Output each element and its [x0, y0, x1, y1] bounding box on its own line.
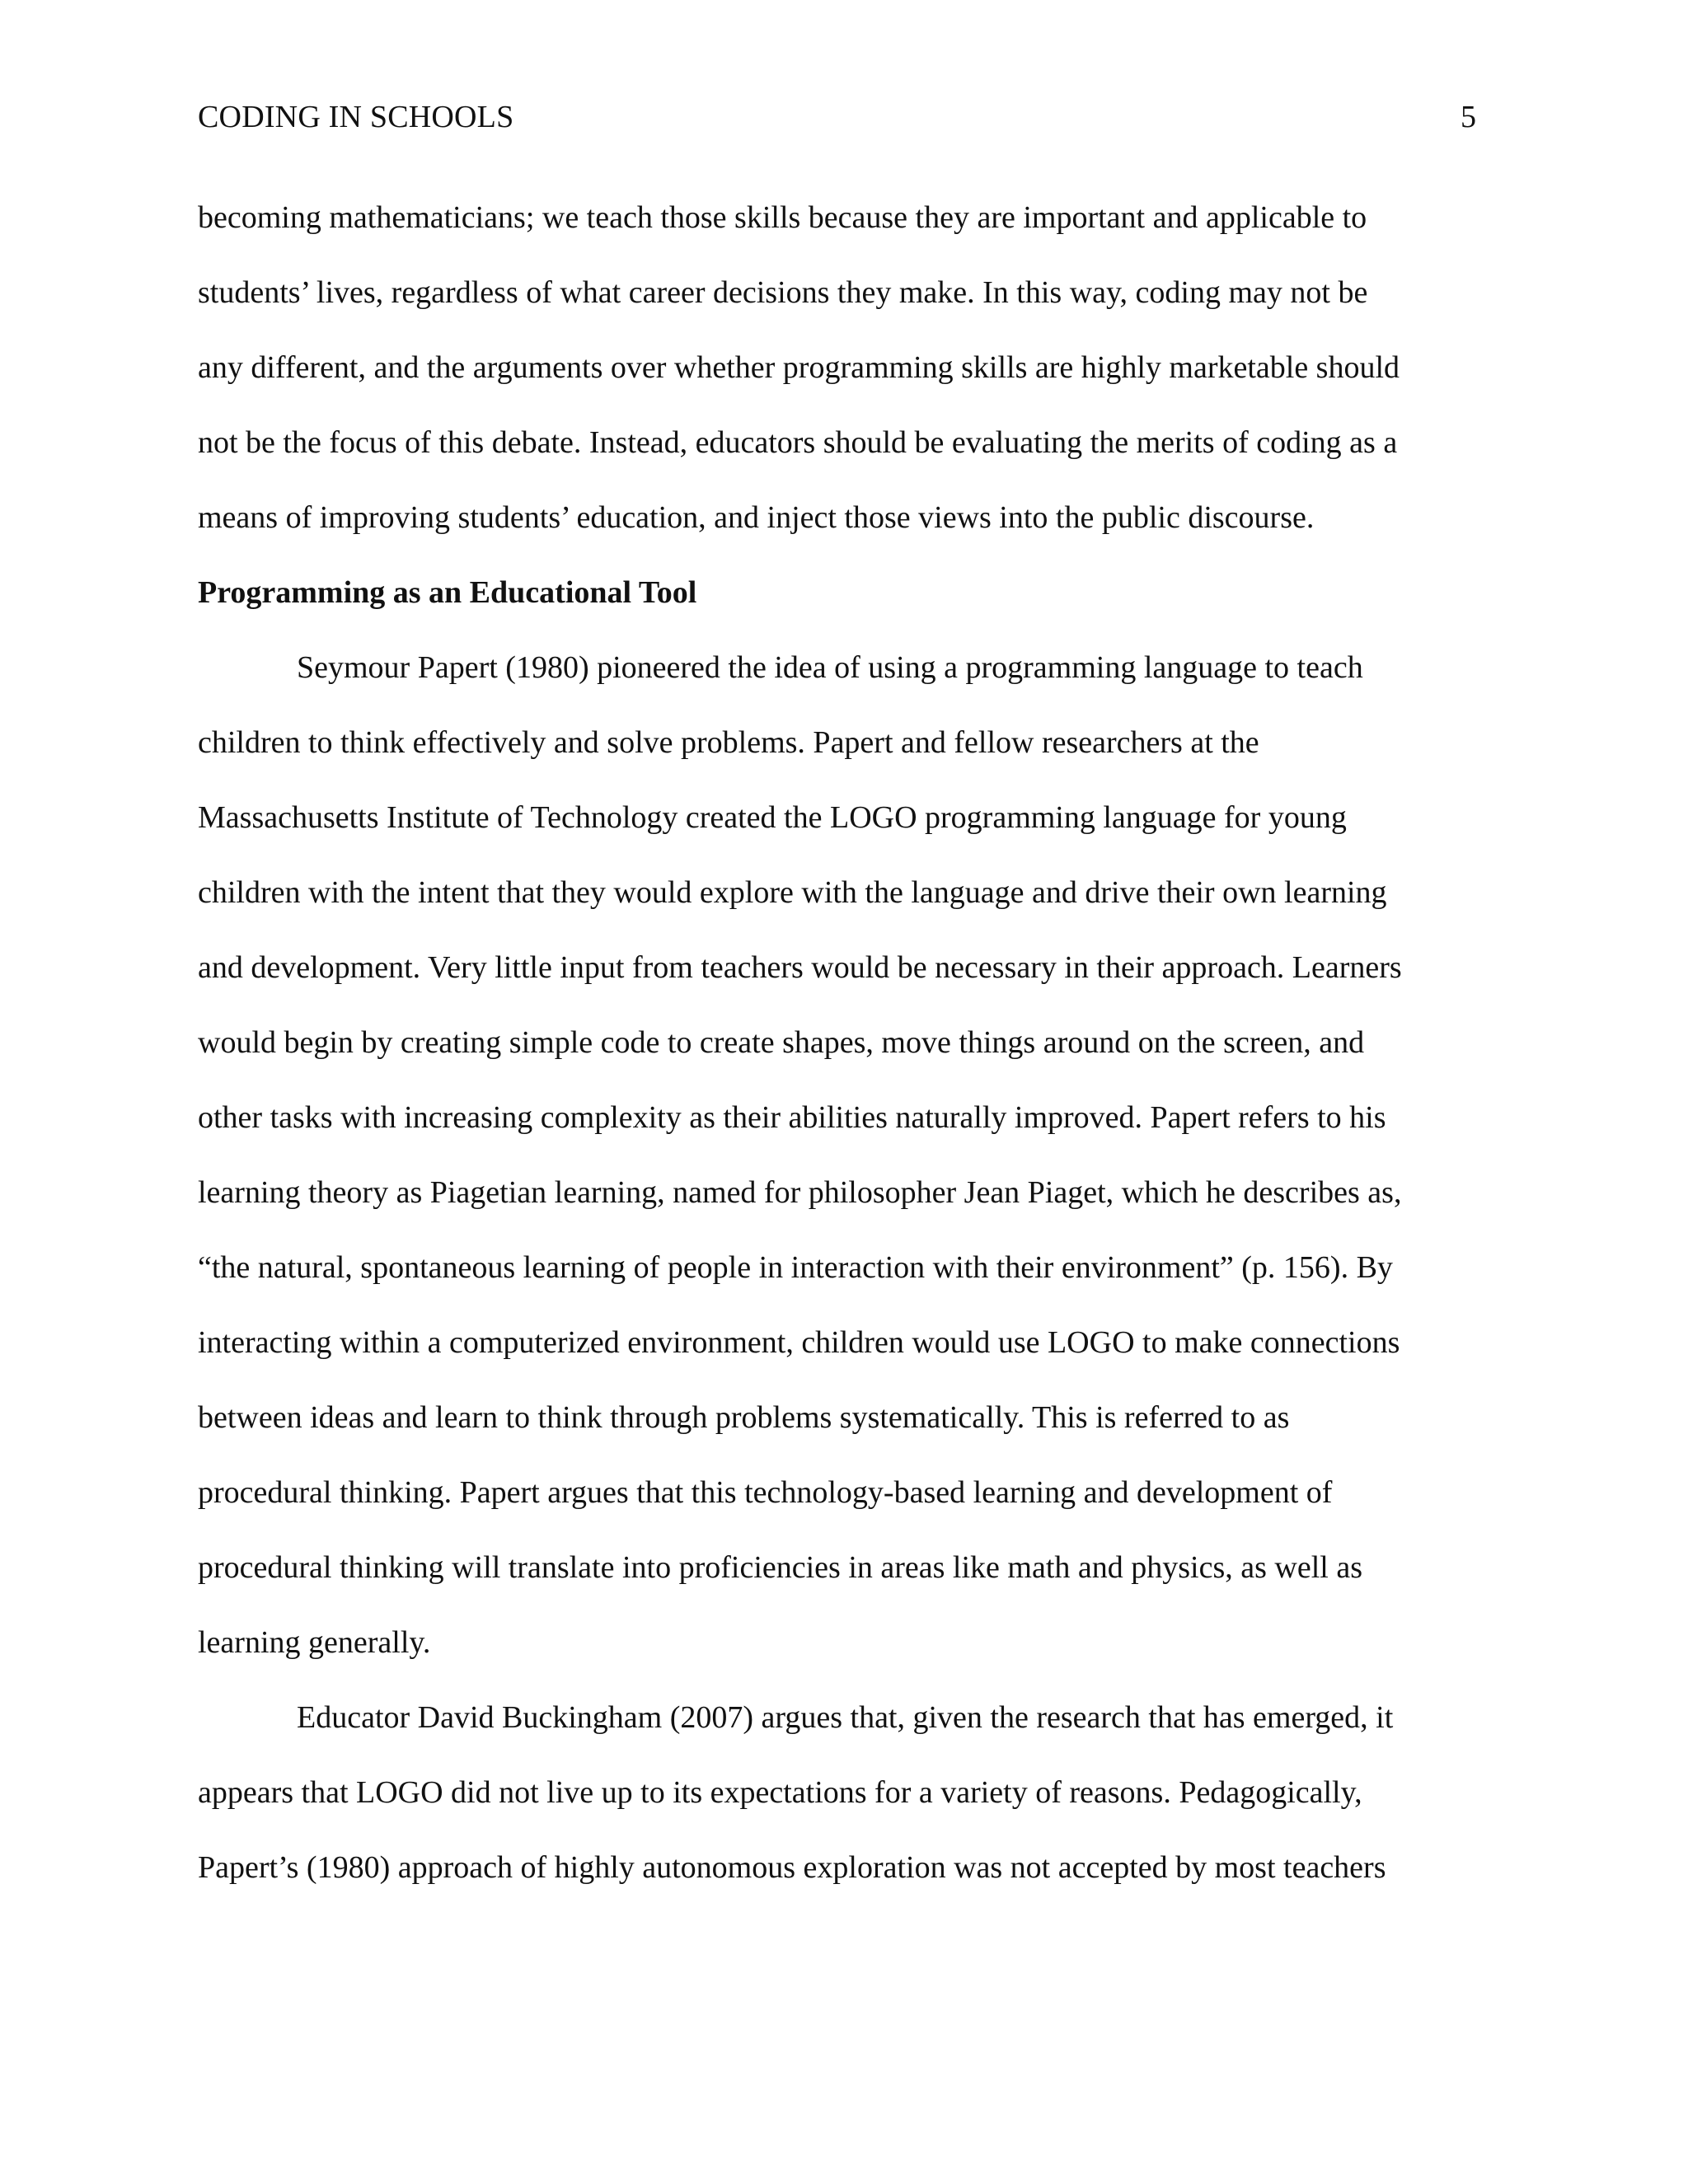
body-text-line: Papert’s (1980) approach of highly autonomous exploration was not accepted by most teachers — [198, 1850, 1386, 1885]
body-text-line: Educator David Buckingham (2007) argues that, given the research that has emerged, it — [297, 1700, 1394, 1735]
body-text-line: other tasks with increasing complexity as their abilities naturally improved. Papert refers to his — [198, 1100, 1386, 1135]
body-text-line: between ideas and learn to think through problems systematically. This is referred to as — [198, 1400, 1290, 1435]
body-text-line: means of improving students’ education, and inject those views into the public discourse. — [198, 500, 1315, 535]
body-text-line: “the natural, spontaneous learning of people in interaction with their environment” (p. 156). By — [198, 1250, 1393, 1285]
section-heading: Programming as an Educational Tool — [198, 575, 697, 610]
body-text-line: becoming mathematicians; we teach those skills because they are important and applicable to — [198, 200, 1367, 235]
body-text-line: learning generally. — [198, 1625, 431, 1660]
body-text-line: any different, and the arguments over whether programming skills are highly marketable should — [198, 350, 1400, 385]
page-number: 5 — [1461, 100, 1476, 134]
body-text-line: students’ lives, regardless of what career decisions they make. In this way, coding may not be — [198, 275, 1368, 310]
body-text-line: children with the intent that they would explore with the language and drive their own learning — [198, 875, 1387, 910]
running-head: CODING IN SCHOOLS — [198, 100, 514, 134]
body-text-line: would begin by creating simple code to create shapes, move things around on the screen, and — [198, 1025, 1365, 1060]
body-text-line: interacting within a computerized environment, children would use LOGO to make connections — [198, 1325, 1400, 1360]
body-text-line: learning theory as Piagetian learning, named for philosopher Jean Piaget, which he describes as, — [198, 1175, 1402, 1210]
body-text-line: appears that LOGO did not live up to its expectations for a variety of reasons. Pedagogically, — [198, 1775, 1362, 1810]
body-text-line: not be the focus of this debate. Instead, educators should be evaluating the merits of coding as a — [198, 425, 1398, 460]
body-text-line: Seymour Papert (1980) pioneered the idea of using a programming language to teach — [297, 650, 1363, 685]
body-text-line: procedural thinking will translate into proficiencies in areas like math and physics, as well as — [198, 1550, 1362, 1585]
body-text-line: procedural thinking. Papert argues that this technology-based learning and development of — [198, 1475, 1333, 1510]
body-text-line: and development. Very little input from teachers would be necessary in their approach. Learners — [198, 950, 1402, 985]
body-text-line: children to think effectively and solve problems. Papert and fellow researchers at the — [198, 725, 1259, 760]
body-text-line: Massachusetts Institute of Technology created the LOGO programming language for young — [198, 800, 1347, 835]
